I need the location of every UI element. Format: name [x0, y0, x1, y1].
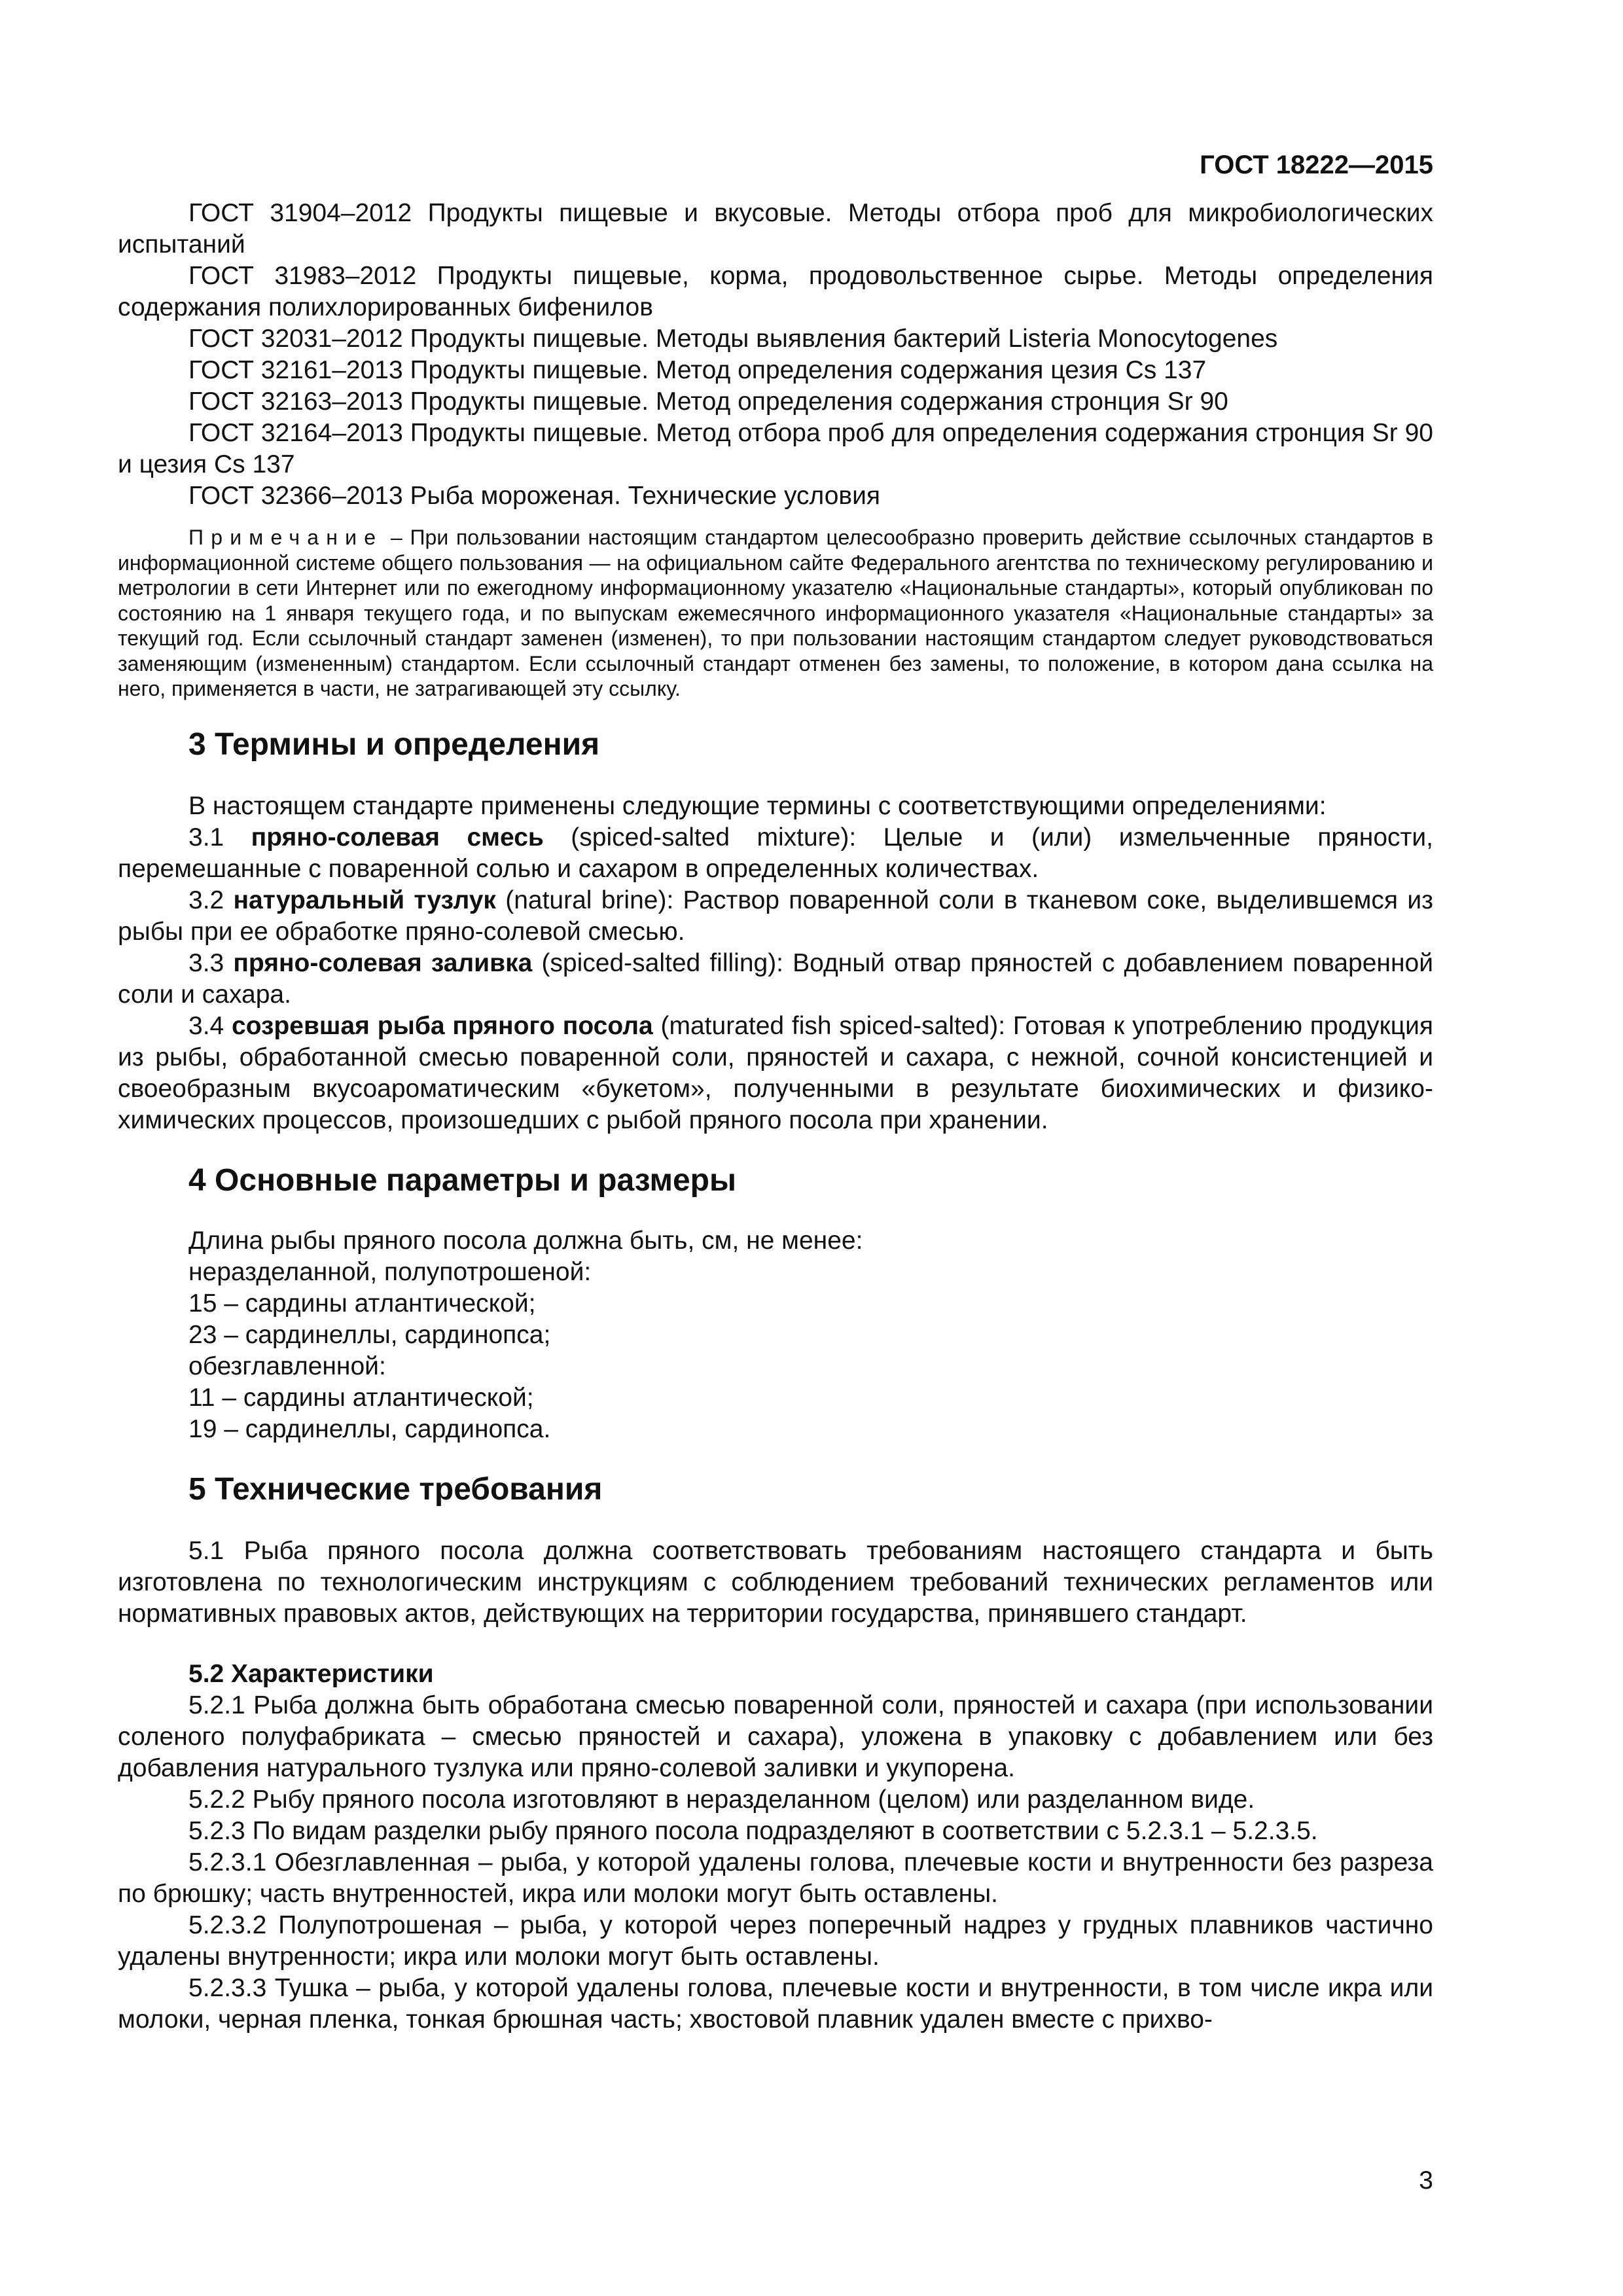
paragraph: 5.2.3.1 Обезглавленная – рыба, у которой удалены голова, плечевые кости и внутренности без разреза по брюшку; часть внутренностей, икра или молоки могут быть оставлены. — [118, 1848, 1433, 1908]
term-name: созревшая рыба пряного посола — [232, 1011, 653, 1040]
section-4-title: 4 Основные параметры и размеры — [188, 1162, 736, 1198]
term-name: пряно-солевая смесь — [251, 823, 544, 852]
paragraph: 5.2.2 Рыбу пряного посола изготовляют в неразделанном (целом) или разделанном виде. — [188, 1785, 1255, 1814]
term-text: (maturated fish spiced-salted): Готовая к употреблению продукция из рыбы, обработанной смесью поваренной соли, пряностей и сахара, с нежной, сочной консистенцией и своеобразным вкусоароматическим «букетом», полученными в результате биохимических и физико-химических процессов, произошедших с рыбой пряного посола при хранении. — [118, 1011, 1433, 1134]
reference-item: ГОСТ 32031–2012 Продукты пищевые. Методы выявления бактерий Listeria Monocytogenes — [188, 325, 1278, 353]
page-number: 3 — [1419, 2166, 1433, 2195]
term-name: натуральный тузлук — [233, 886, 496, 914]
size-line: Длина рыбы пряного посола должна быть, см, не менее: — [188, 1226, 863, 1255]
paragraph: 5.2.3.2 Полупотрошеная – рыба, у которой через поперечный надрез у грудных плавников частично удалены внутренности; икра или молоки могут быть оставлены. — [118, 1910, 1433, 1971]
term-text: (spiced-salted mixture): Целые и (или) измельченные пряности, перемешанные с поваренной солью и сахаром в определенных количествах. — [118, 823, 1433, 883]
reference-item: ГОСТ 31904–2012 Продукты пищевые и вкусовые. Методы отбора проб для микробиологических испытаний — [118, 199, 1433, 259]
size-line: 11 – сардины атлантической; — [188, 1383, 534, 1412]
size-line: 23 – сардинеллы, сардинопса; — [188, 1320, 551, 1349]
section-3-intro: В настоящем стандарте применены следующие термины с соответствующими определениями: — [188, 791, 1327, 820]
paragraph: 5.2.3 По видам разделки рыбу пряного посола подразделяют в соответствии с 5.2.3.1 – 5.2.3.5. — [188, 1816, 1318, 1845]
reference-item: ГОСТ 32163–2013 Продукты пищевые. Метод определения содержания стронция Sr 90 — [188, 387, 1228, 416]
size-line: 19 – сардинеллы, сардинопса. — [188, 1414, 551, 1443]
references-list — [118, 198, 1433, 512]
reference-item: ГОСТ 32164–2013 Продукты пищевые. Метод отбора проб для определения содержания стронция Sr 90 и цезия Cs 137 — [118, 419, 1433, 478]
term-number: 3.3 — [188, 948, 224, 977]
term-definition — [118, 885, 1433, 948]
page-content — [118, 198, 1433, 2036]
term-number: 3.4 — [188, 1011, 224, 1040]
paragraph: 5.2.1 Рыба должна быть обработана смесью поваренной соли, пряностей и сахара (при использовании соленого полуфабриката – смесью пряностей и сахара), уложена в упаковку с добавлением или без добавления натурального тузлука или пряно-солевой заливки и укупорена. — [118, 1691, 1433, 1782]
document-page — [118, 0, 1433, 2296]
subsection-5-2-title: 5.2 Характеристики — [188, 1659, 434, 1688]
section-3-body — [118, 791, 1433, 1136]
size-line: обезглавленной: — [188, 1352, 386, 1380]
section-5-body — [118, 1535, 1433, 2036]
paragraph-5-1: 5.1 Рыба пряного посола должна соответствовать требованиям настоящего стандарта и быть изготовлена по технологическим инструкциям с соблюдением требований технических регламентов или нормативных правовых актов, действующих на территории государства, принявшего стандарт. — [118, 1536, 1433, 1628]
term-text: (natural brine): Раствор поваренной соли в тканевом соке, выделившемся из рыбы при ее обработке пряно-солевой смесью. — [118, 886, 1433, 946]
note-text: – При пользовании настоящим стандартом целесообразно проверить действие ссылочных стандартов в информационной системе общего пользования — на официальном сайте Федерального агентства по техническому регулированию и метрологии в сети Интернет или по ежегодному информационному указателю «Национальные стандарты», который опубликован по состоянию на 1 января текущего года, и по выпускам ежемесячного информационного указателя «Национальные стандарты» за текущий год. Если ссылочный стандарт заменен (изменен), то при пользовании настоящим стандартом следует руководствоваться заменяющим (измененным) стандартом. Если ссылочный стандарт отменен без замены, то положение, в котором дана ссылка на него, применяется в части, не затрагивающей эту ссылку. — [118, 526, 1434, 700]
term-definition — [118, 822, 1433, 885]
document-code-header: ГОСТ 18222—2015 — [1200, 151, 1433, 179]
paragraph: 5.2.3.3 Тушка – рыба, у которой удалены голова, плечевые кости и внутренности, в том числе икра или молоки, черная пленка, тонкая брюшная часть; хвостовой плавник удален вместе с прихво- — [118, 1973, 1433, 2034]
size-line: 15 – сардины атлантической; — [188, 1289, 536, 1318]
reference-item: ГОСТ 32161–2013 Продукты пищевые. Метод определения содержания цезия Cs 137 — [188, 356, 1207, 384]
size-line: неразделанной, полупотрошеной: — [188, 1257, 592, 1286]
section-5-title: 5 Технические требования — [188, 1471, 603, 1507]
section-4-body — [118, 1225, 1433, 1445]
term-text: (spiced-salted filling): Водный отвар пряностей с добавлением поваренной соли и сахара. — [118, 948, 1433, 1009]
section-3-title: 3 Термины и определения — [188, 726, 600, 762]
reference-item: ГОСТ 32366–2013 Рыба мороженая. Технические условия — [188, 482, 881, 510]
note-paragraph — [118, 525, 1433, 702]
term-number: 3.1 — [188, 823, 224, 852]
note-label: Примечание — [188, 526, 383, 549]
term-name: пряно-солевая заливка — [233, 948, 533, 977]
term-definition — [118, 1011, 1433, 1136]
term-number: 3.2 — [188, 886, 224, 914]
term-definition — [118, 948, 1433, 1011]
reference-item: ГОСТ 31983–2012 Продукты пищевые, корма, продовольственное сырье. Методы определения содержания полихлорированных бифенилов — [118, 262, 1433, 321]
